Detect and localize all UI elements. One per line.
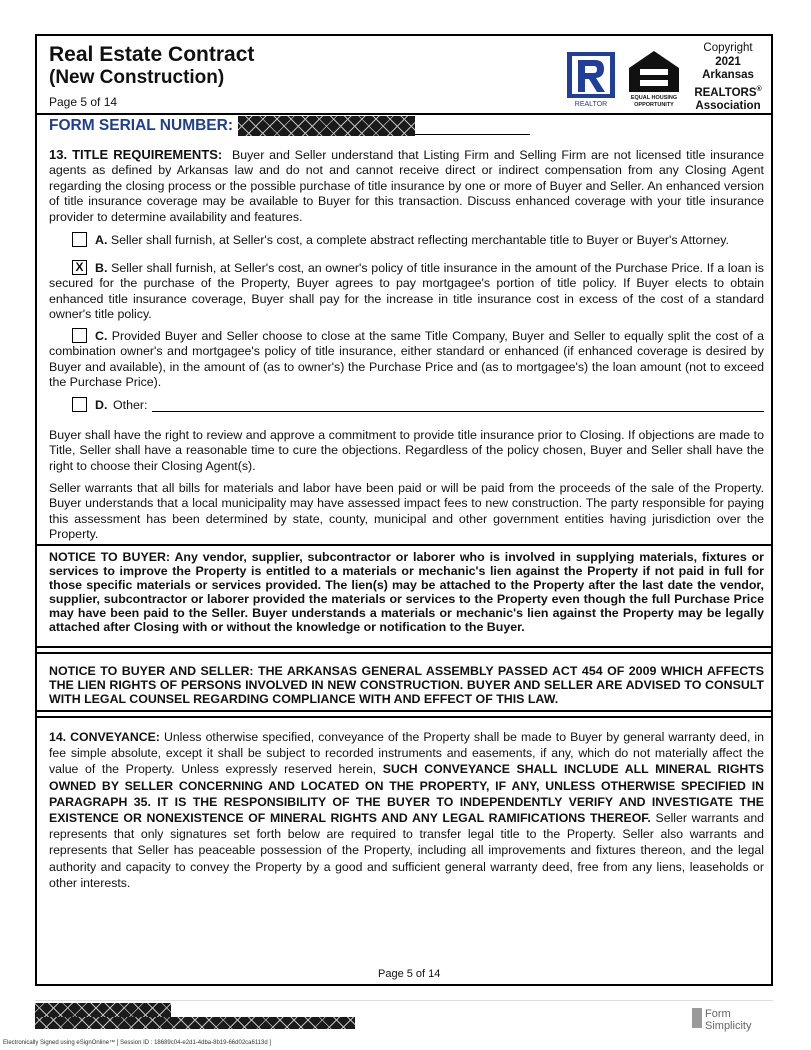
document-icon <box>692 1008 702 1028</box>
copyright-realtors: REALTORS <box>694 86 757 99</box>
option-c-letter: C. <box>95 329 108 343</box>
form-simplicity-text-2: Simplicity <box>705 1020 752 1032</box>
option-b-text: Seller shall furnish, at Seller's cost, an owner's policy of title insurance in the amount of the Purchase Price. If a loan is secured for the purchase of the Property, Buyer agrees to pay mortgagee's portion of title policy. If Buyer elects to obtain enhanced title insurance coverage, Buyer shall pay for the increase in title insurance cost in excess of the cost of a standard owner's title policy. <box>49 261 764 322</box>
section-14-text-2: Seller warrants and represents that only signatures set forth below are required to transfer legal title to the Property. Seller also warrants and represents that Seller has peaceable possession of the Property, including all improvements and fixtures thereon, and the legal authority and capacity to convey the Property by a good and sufficient general warranty deed, free from any liens, leaseholds or other interests. <box>49 811 765 890</box>
section-14-mineral-rights: SUCH CONVEYANCE SHALL INCLUDE ALL MINERAL RIGHTS OWNED BY SELLER CONCERNING AND LOCATED ON THE PROPERTY, IF ANY, UNLESS OTHERWISE SPECIFIED IN PARAGRAPH 35. IT IS THE RESPONSIBILITY OF THE BUYER TO INDEPENDENTLY VERIFY AND INVESTIGATE THE EXISTENCE OR NONEXISTENCE OF MINERAL RIGHTS AND ANY LEGAL RAMIFICATIONS THEREOF. <box>49 762 764 826</box>
form-simplicity-text-1: Form <box>705 1008 731 1020</box>
section-13-intro-text: Buyer and Seller understand that Listing Firm and Selling Firm are not licensed title insurance agents as defined by Arkansas law and do not and cannot receive direct or indirect compensation from any Closing Agent regarding the closing process or the possible purchase of title insurance by one or more of Buyer and Seller. An enhanced version of title insurance coverage may be available to Buyer for this transaction. Discuss enhanced coverage with your title insurance provider to determine availability and features. <box>49 148 764 224</box>
option-a-text: Seller shall furnish, at Seller's cost, a complete abstract reflecting merchantable title to Buyer or Buyer's Attorney. <box>110 233 729 247</box>
option-b-checkbox[interactable]: X <box>72 260 87 275</box>
footer-page-number: Page 5 of 14 <box>378 968 441 980</box>
section-14-text-1: Unless otherwise specified, conveyance of the Property shall be made to Buyer by general warranty deed, in fee simple absolute, except it shall be subject to recorded instruments and easements, if any, which do not materially affect the value of the Property. Unless expressly reserved herein, <box>49 730 764 777</box>
serial-number-line <box>415 134 530 135</box>
option-d-letter: D. <box>95 398 108 412</box>
notice-divider-1 <box>35 646 773 648</box>
eho-text-2: OPPORTUNITY <box>634 102 674 108</box>
copyright-state: Arkansas <box>702 69 754 81</box>
realtor-logo-text: REALTOR <box>574 101 608 108</box>
other-input-line[interactable] <box>152 411 764 412</box>
notice-divider-3 <box>35 710 773 712</box>
notice-to-buyer-and-seller: NOTICE TO BUYER AND SELLER: THE ARKANSAS GENERAL ASSEMBLY PASSED ACT 454 OF 2009 WHICH AFFECTS THE LIEN RIGHTS OF PERSONS INVOLVED IN NEW CONSTRUCTION. BUYER AND SELLER ARE ADVISED TO CONSULT WITH LEGAL COUNSEL REGARDING COMPLIANCE WITH AND EFFECT OF THIS LAW. <box>49 664 764 706</box>
option-a-letter: A. <box>95 233 108 247</box>
notice-divider-2 <box>35 652 773 654</box>
option-c-text: Provided Buyer and Seller choose to close at the same Title Company, Buyer and Seller to equally split the cost of a combination owner's and mortgagee's policy of title insurance, either standard or enhanced (if enhanced coverage is desired by Buyer and available), in the amount of (as to owner's) the Purchase Price and (as to mortgagee's) the loan amount (not to exceed the Purchase Price). <box>49 329 764 390</box>
form-title: Real Estate Contract <box>49 43 255 66</box>
eho-text-1: EQUAL HOUSING <box>630 95 678 101</box>
header-page-number: Page 5 of 14 <box>49 95 118 109</box>
option-c <box>49 329 764 391</box>
esign-notice: Electronically Signed using eSignOnline™ [ Session ID : 18689c04-e2d1-4dba-8b19-66d02ca6113d ] <box>3 1040 272 1046</box>
copyright-label: Copyright <box>703 42 753 54</box>
header-divider <box>35 113 773 115</box>
section-14-conveyance <box>49 729 764 891</box>
form-serial-label: FORM SERIAL NUMBER: <box>49 117 233 134</box>
section-14-heading: 14. CONVEYANCE: <box>49 730 160 744</box>
option-d-label: Other: <box>113 398 148 412</box>
registered-mark: ® <box>756 85 762 93</box>
section-13-heading: 13. TITLE REQUIREMENTS: <box>49 147 223 162</box>
form-simplicity-logo <box>692 1008 751 1032</box>
realtor-logo <box>567 52 615 108</box>
bills-paragraph: Seller warrants that all bills for materials and labor have been paid or will be paid from the proceeds of the sale of the Property. Buyer understands that a local municipality may have assessed impact fees to new construction. The party responsible for paying this assessment has been determined by state, county, municipal and other government entities having jurisdiction over the Property. <box>49 481 764 542</box>
serial-number-redaction <box>238 116 415 136</box>
notice-divider-4 <box>35 716 773 718</box>
bottom-redaction-1 <box>35 1003 171 1017</box>
bottom-redaction-2 <box>35 1017 355 1029</box>
footer-rule <box>35 1000 773 1001</box>
option-b <box>49 261 764 323</box>
section-13-intro <box>49 147 764 225</box>
copyright-association: Association <box>695 99 761 112</box>
notice-divider-top <box>35 544 773 546</box>
title-review-paragraph: Buyer shall have the right to review and approve a commitment to provide title insurance prior to Closing. If objections are made to Title, Seller shall have a reasonable time to cure the objections. Regardless of the policy chosen, Buyer and Seller shall have the right to choose their Closing Agent(s). <box>49 428 764 473</box>
form-subtitle: (New Construction) <box>49 67 225 88</box>
option-d-checkbox[interactable] <box>72 397 87 412</box>
equal-housing-logo <box>624 48 684 108</box>
copyright-block <box>690 42 766 113</box>
notice-to-buyer: NOTICE TO BUYER: Any vendor, supplier, subcontractor or laborer who is involved in supplying materials, fixtures or services to improve the Property is entitled to a materials or mechanic's lien against the Property if not paid in full for those specific materials or services provided. The lien(s) may be attached to the Property after the last date the vendor, supplier, subcontractor or laborer provided the materials or services to the Property even though the full Purchase Price may have been paid to the Seller. Buyer understands a materials or mechanic's lien against the Property may be legally attached after Closing with or without the knowledge or notification to the Buyer. <box>49 550 764 634</box>
copyright-year: 2021 <box>715 55 741 68</box>
option-a <box>72 233 764 248</box>
option-b-letter: B. <box>95 261 108 275</box>
